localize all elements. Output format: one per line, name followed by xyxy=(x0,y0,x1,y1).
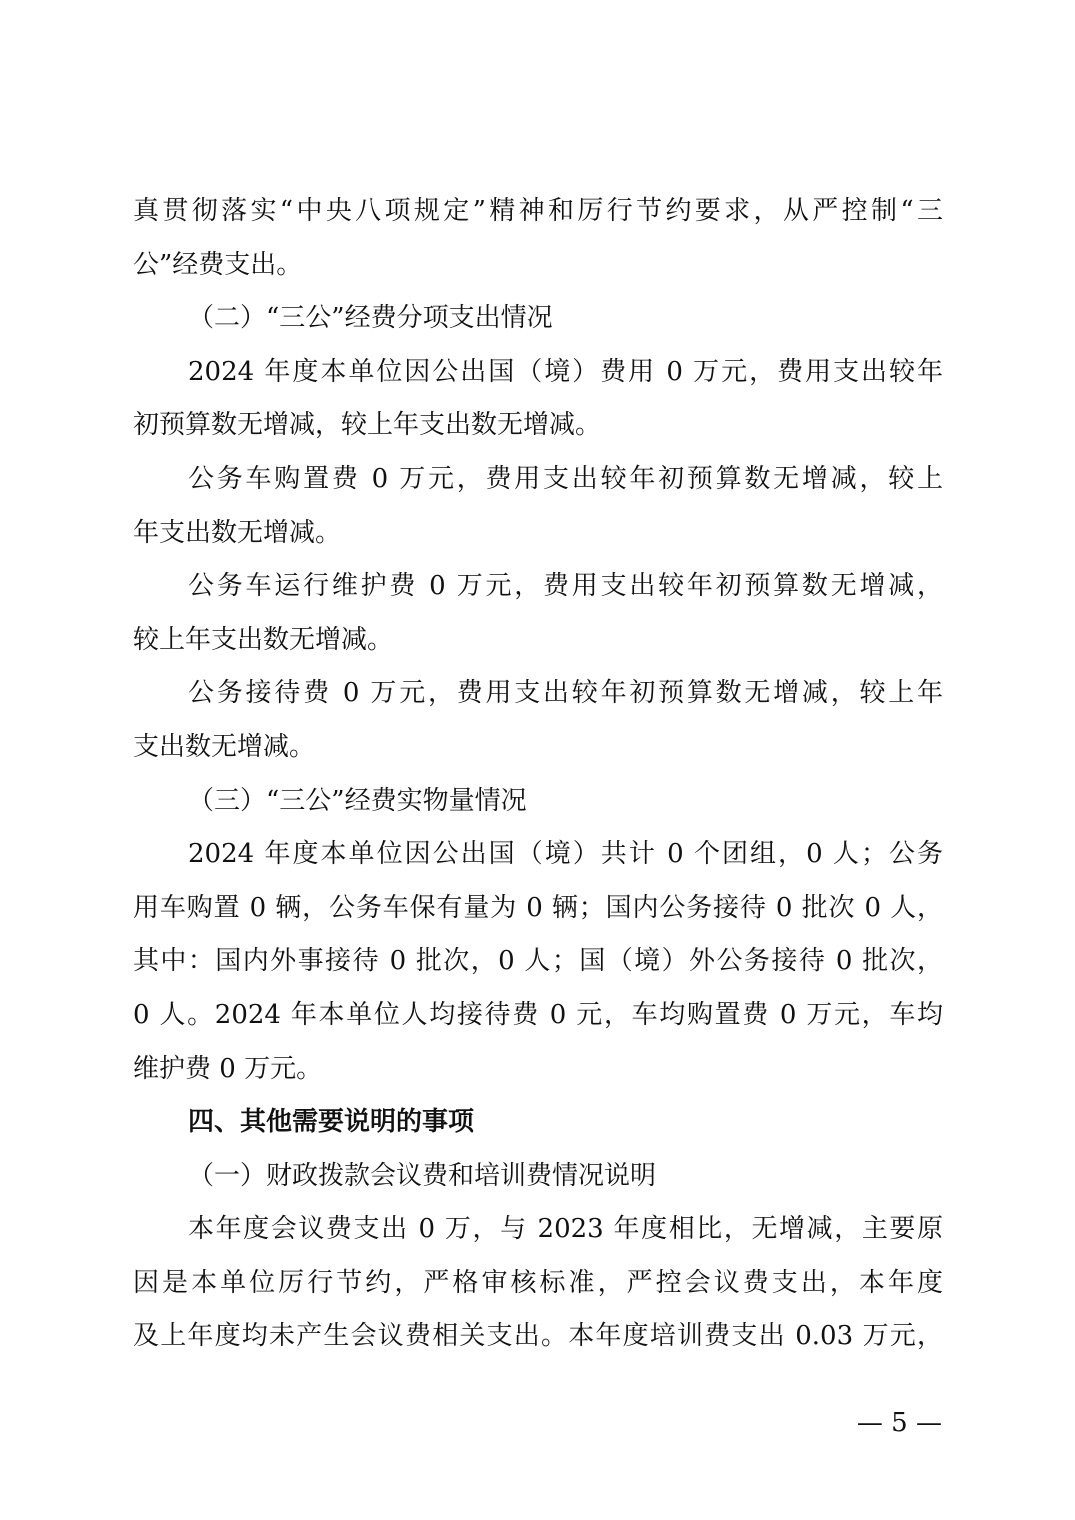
text-line: 公务车购置费 0 万元，费用支出较年初预算数无增减，较上 xyxy=(188,463,943,494)
text-line: 用车购置 0 辆，公务车保有量为 0 辆；国内公务接待 0 批次 0 人， xyxy=(133,892,943,923)
text-line: （二）“三公”经费分项支出情况 xyxy=(188,303,553,334)
text-line: 支出数无增减。 xyxy=(133,731,316,762)
text-line: 公务车运行维护费 0 万元，费用支出较年初预算数无增减， xyxy=(188,571,943,602)
text-line: 其中：国内外事接待 0 批次，0 人；国（境）外公务接待 0 批次， xyxy=(133,946,943,977)
text-line: 公务接待费 0 万元，费用支出较年初预算数无增减，较上年 xyxy=(188,678,943,709)
text-line: （一）财政拨款会议费和培训费情况说明 xyxy=(188,1160,657,1191)
text-line: 2024 年度本单位因公出国（境）费用 0 万元，费用支出较年 xyxy=(188,356,943,387)
section-heading: 四、其他需要说明的事项 xyxy=(188,1107,475,1138)
text-line: 维护费 0 万元。 xyxy=(133,1053,323,1084)
text-line: 初预算数无增减，较上年支出数无增减。 xyxy=(133,410,602,441)
document-body xyxy=(133,185,943,1364)
text-line: 较上年支出数无增减。 xyxy=(133,624,394,655)
text-line: 因是本单位厉行节约，严格审核标准，严控会议费支出，本年度 xyxy=(133,1267,943,1298)
text-line: （三）“三公”经费实物量情况 xyxy=(188,785,527,816)
page-number: — 5 — xyxy=(856,1408,942,1438)
text-line: 公”经费支出。 xyxy=(133,249,303,280)
text-line: 0 人。2024 年本单位人均接待费 0 元，车均购置费 0 万元，车均 xyxy=(133,999,943,1030)
text-line: 真贯彻落实“中央八项规定”精神和厉行节约要求，从严控制“三 xyxy=(133,196,943,226)
text-line: 及上年度均未产生会议费相关支出。本年度培训费支出 0.03 万元， xyxy=(133,1321,943,1352)
text-line: 本年度会议费支出 0 万，与 2023 年度相比，无增减，主要原 xyxy=(188,1214,943,1245)
text-line: 2024 年度本单位因公出国（境）共计 0 个团组，0 人；公务 xyxy=(188,839,943,870)
text-line: 年支出数无增减。 xyxy=(133,517,342,548)
